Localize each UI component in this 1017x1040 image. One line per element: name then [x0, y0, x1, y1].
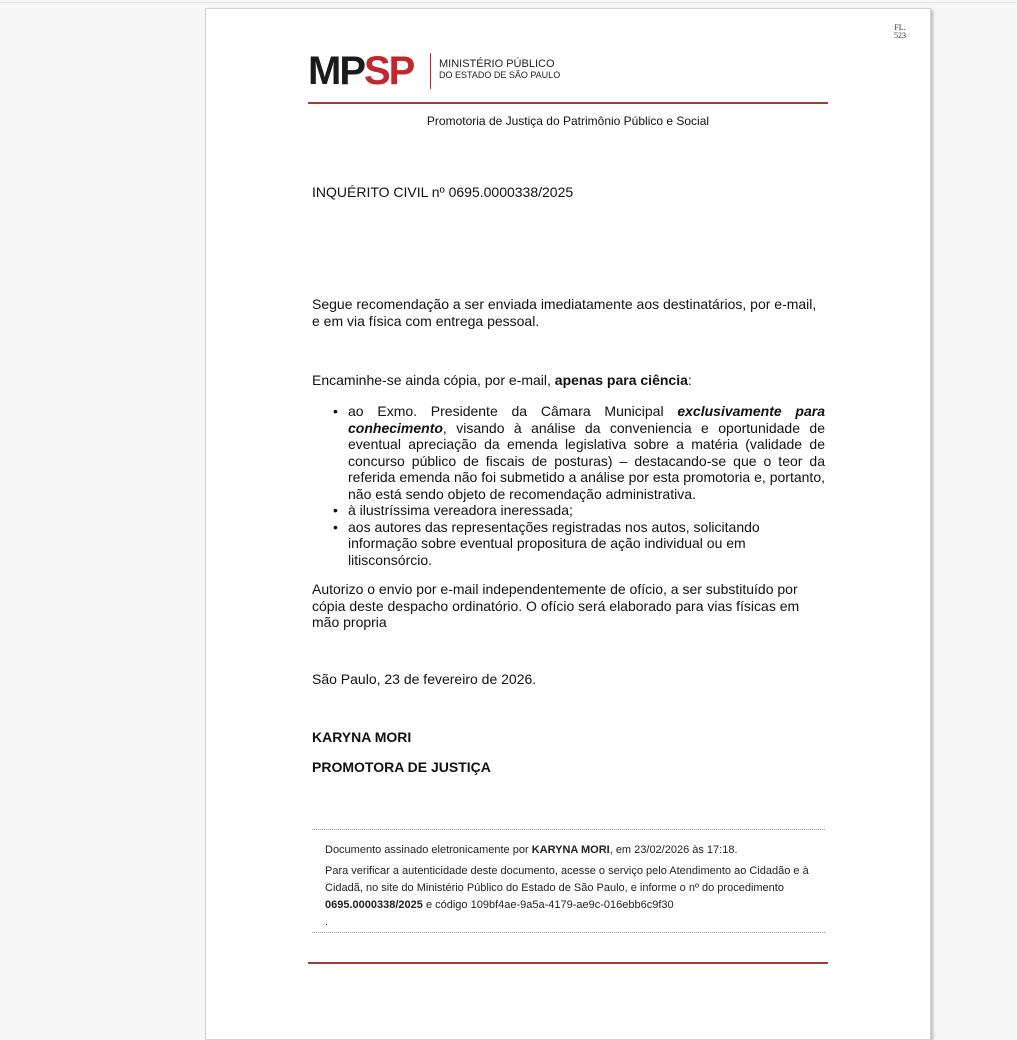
bullet2-text: à ilustríssima vereadora ineressada; [348, 502, 573, 518]
forward-bold: apenas para ciência [554, 372, 688, 388]
verification-intro: Para verificar a autenticidade deste documento, acesse o serviço pelo Atendimento ao Cidadão e à Cidadã, no site do Ministério Público do Estado de São Paulo, e informe o nº do procedimento [325, 865, 809, 894]
case-title: INQUÉRITO CIVIL nº 0695.0000338/2025 [312, 184, 574, 200]
bullet-icon: • [333, 502, 338, 518]
bullet1-emphasis: exclusivamente para conhecimento [348, 403, 825, 436]
paragraph-send-recommendation: Segue recomendação a ser enviada imediatamente aos destinatários, por e-mail, e em via física com entrega pessoal. [312, 296, 817, 329]
date-line: São Paulo, 23 de fevereiro de 2026. [312, 671, 537, 687]
logo-line1: MINISTÉRIO PÚBLICO [439, 58, 555, 70]
verification-code: 109bf4ae-9a5a-4179-ae9c-016ebb6c9f30 [470, 899, 674, 911]
logo-line2: DO ESTADO DE SÃO PAULO [439, 70, 561, 80]
signature-top-divider [312, 829, 825, 830]
recipient-list [312, 403, 825, 568]
signed-by-name: KARYNA MORI [531, 844, 610, 856]
forward-prefix: Encaminhe-se ainda cópia, por e-mail, [312, 372, 555, 388]
paragraph-forward-copy [312, 372, 825, 389]
forward-suffix: : [687, 372, 692, 388]
list-item [312, 502, 825, 519]
signed-by-suffix: , em 23/02/2026 às 17:18. [609, 844, 738, 856]
logo-mark [308, 51, 413, 91]
signature-statement [325, 842, 815, 859]
viewer-top-border [0, 2, 1017, 3]
signature-bottom-divider [312, 932, 825, 933]
bullet1-suffix: , visando à análise da conveniencia e oportunidade de eventual apreciação da emenda legislativa sobre a matéria (validade de concurso público de fiscais de posturas) – destacando-se que o teor da referida emenda não foi submetido a análise por esta promotoria e, portanto, não está sendo objeto de recomendação administrativa. [348, 419, 825, 502]
list-item [312, 519, 825, 569]
department-name: Promotoria de Justiça do Patrimônio Público e Social [426, 114, 710, 128]
signer-name: KARYNA MORI [312, 729, 412, 745]
bullet-icon: • [333, 403, 338, 419]
verification-text [325, 863, 815, 931]
bullet1-prefix: ao Exmo. Presidente da Câmara Municipal [348, 403, 678, 419]
verification-trailing: . [325, 916, 329, 928]
code-prefix: e código [422, 899, 471, 911]
logo-text [439, 58, 560, 81]
folio-label: FL. [894, 23, 906, 32]
signer-title: PROMOTORA DE JUSTIÇA [312, 759, 491, 775]
list-item [312, 403, 825, 502]
folio-number [888, 24, 912, 40]
logo-separator [430, 53, 431, 89]
logo-mp: MP [308, 49, 364, 93]
bullet-icon: • [333, 518, 338, 535]
footer-rule [308, 962, 828, 964]
logo-sp: SP [364, 49, 414, 93]
header-rule [308, 102, 828, 104]
paragraph-authorization: Autorizo o envio por e-mail independentemente de ofício, a ser substituído por cópia deste despacho ordinatório. O ofício será elaborado para vias físicas em mão propria [312, 581, 800, 630]
signed-by-prefix: Documento assinado eletronicamente por [325, 844, 532, 856]
bullet3-text: aos autores das representações registradas nos autos, solicitando informação sobre eventual propositura de ação individual ou em litisconsórcio. [348, 518, 760, 568]
folio-page: 523 [894, 31, 906, 40]
procedure-number: 0695.0000338/2025 [325, 899, 423, 911]
